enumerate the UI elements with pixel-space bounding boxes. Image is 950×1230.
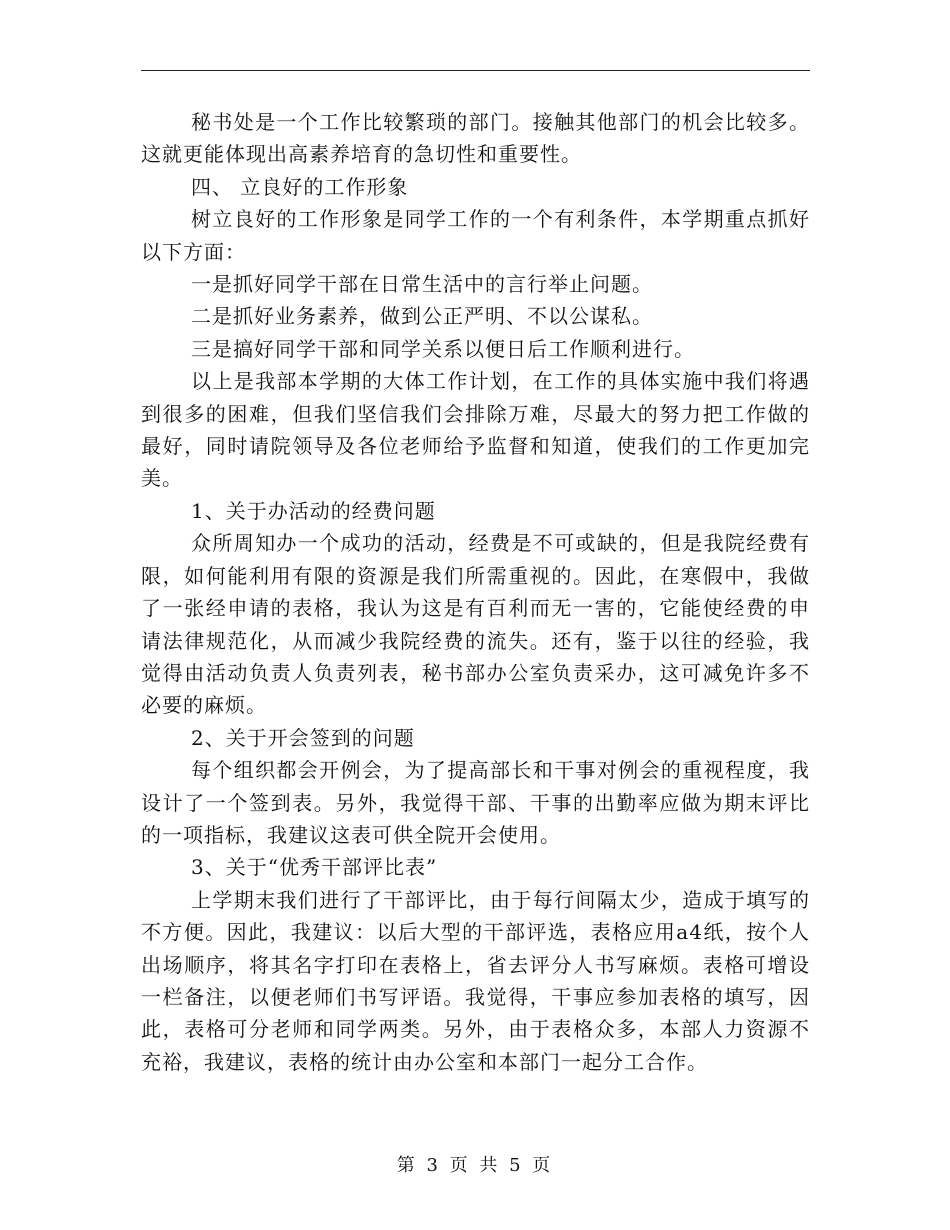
section-heading: 四、 立良好的工作形象	[191, 174, 409, 199]
list-item: 二是抓好业务素养，做到公正严明、不以公谋私。	[191, 304, 653, 329]
section-heading: 1、关于办活动的经费问题	[191, 498, 436, 523]
paragraph: 上学期末我们进行了干部评比，由于每行间隔太少，造成于填写的不方便。因此，我建议：以后大型的干部评选，表格应用a4纸，按个人出场顺序，将其名字打印在表格上，省去评分人书写麻烦。表格可增设一栏备注，以便老师们书写评语。我觉得，干事应参加表格的填写，因此，表格可分老师和同学两类。另外，由于表格众多，本部人力资源不充裕，我建议，表格的统计由办公室和本部门一起分工合作。	[141, 887, 810, 1074]
list-item: 一是抓好同学干部在日常生活中的言行举止问题。	[191, 272, 653, 297]
section-heading: 3、关于“优秀干部评比表”	[191, 855, 438, 880]
paragraph: 秘书处是一个工作比较繁琐的部门。接触其他部门的机会比较多。这就更能体现出高素养培育的急切性和重要性。	[141, 110, 810, 167]
list-item: 三是搞好同学干部和同学关系以便日后工作顺利进行。	[191, 336, 695, 361]
document-body	[141, 106, 810, 1078]
page-number-footer: 第 3 页 共 5 页	[396, 1155, 554, 1176]
paragraph: 以上是我部本学期的大体工作计划，在工作的具体实施中我们将遇到很多的困难，但我们坚信我们会排除万难，尽最大的努力把工作做的最好，同时请院领导及各位老师给予监督和知道，使我们的工作更加完美。	[141, 369, 810, 491]
paragraph: 树立良好的工作形象是同学工作的一个有利条件，本学期重点抓好以下方面：	[141, 207, 810, 264]
header-rule	[141, 70, 810, 71]
paragraph: 每个组织都会开例会，为了提高部长和干事对例会的重视程度，我设计了一个签到表。另外，我觉得干部、干事的出勤率应做为期末评比的一项指标，我建议这表可供全院开会使用。	[141, 758, 810, 847]
section-heading: 2、关于开会签到的问题	[191, 725, 415, 750]
paragraph: 众所周知办一个成功的活动，经费是不可或缺的，但是我院经费有限，如何能利用有限的资源是我们所需重视的。因此，在寒假中，我做了一张经申请的表格，我认为这是有百利而无一害的，它能使经费的申请法律规范化，从而减少我院经费的流失。还有，鉴于以往的经验，我觉得由活动负责人负责列表，秘书部办公室负责采办，这可减免许多不必要的麻烦。	[141, 531, 810, 718]
